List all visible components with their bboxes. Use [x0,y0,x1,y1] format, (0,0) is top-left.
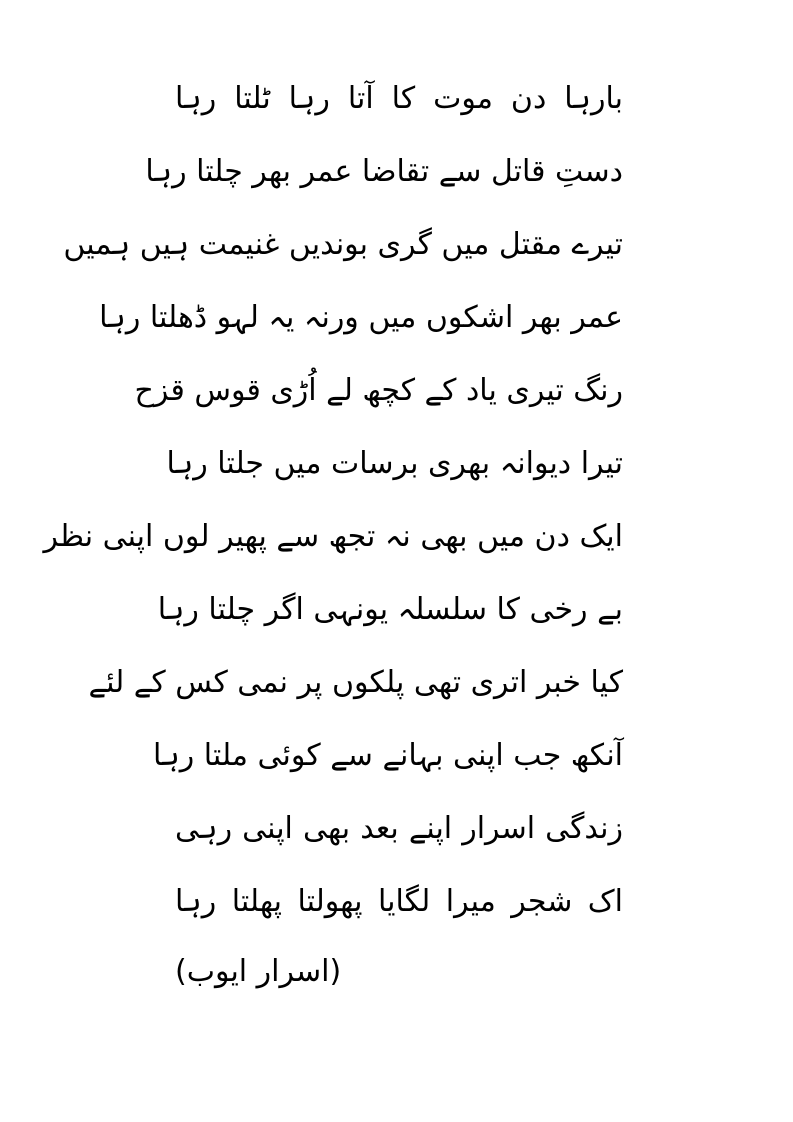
poem-line-6: تیرا دیوانہ بھری برسات میں جلتا رہا [166,446,623,481]
poem-line-2: دستِ قاتل سے تقاضا عمر بھر چلتا رہا [145,154,623,189]
poem-line-5: رنگ تیری یاد کے کچھ لے اُڑی قوس قزح [134,373,623,408]
poem-line-7: ایک دن میں بھی نہ تجھ سے پھیر لوں اپنی نظر [43,519,623,554]
poem-line-9: کیا خبر اتری تھی پلکوں پر نمی کس کے لئے [88,665,623,700]
poem-line-11: زندگی اسرار اپنے بعد بھی اپنی رہی [175,811,623,846]
poem-line-4: عمر بھر اشکوں میں ورنہ یہ لہو ڈھلتا رہا [99,300,623,335]
poet-attribution: (اسرار ایوب) [175,954,342,989]
poem-line-8: بے رخی کا سلسلہ یونہی اگر چلتا رہا [157,592,623,627]
poem-body [43,62,623,1002]
poem-line-1: بارہا دن موت کا آتا رہا ٹلتا رہا [175,81,623,116]
poem-line-10: آنکھ جب اپنی بہانے سے کوئی ملتا رہا [153,738,623,773]
poem-line-12: اک شجر میرا لگایا پھولتا پھلتا رہا [175,884,623,919]
poem-line-3: تیرے مقتل میں گری بوندیں غنیمت ہیں ہمیں [63,227,623,262]
